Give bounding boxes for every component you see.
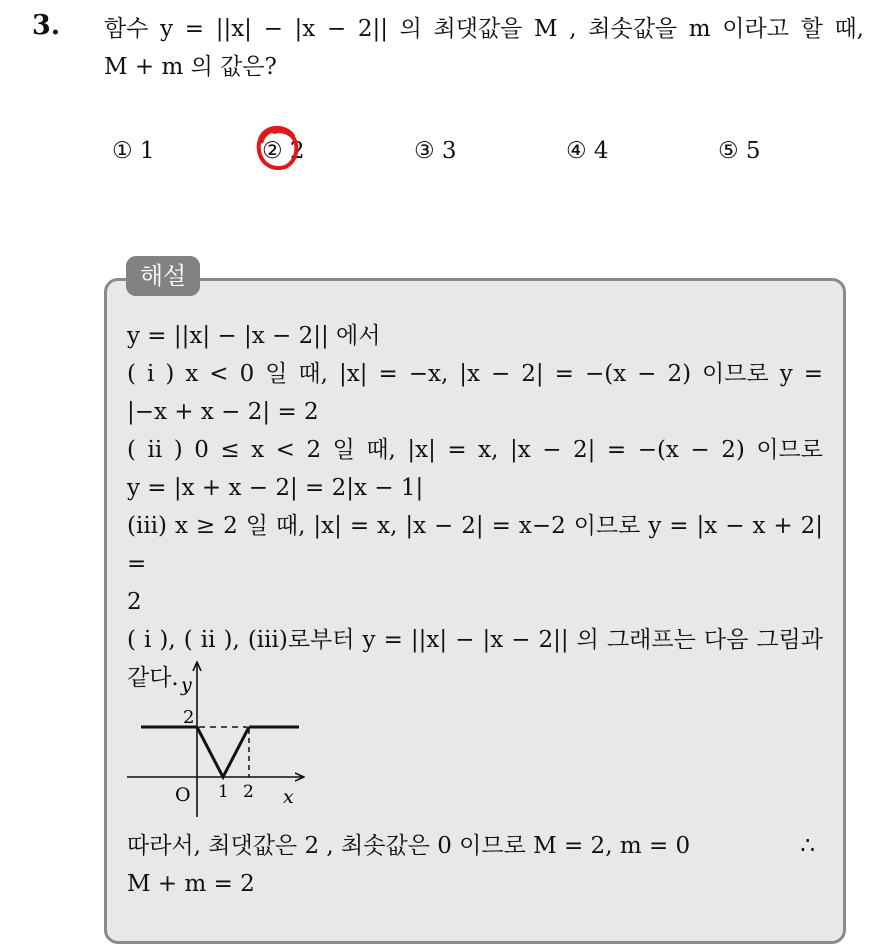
choice-4[interactable]: ④ 4 <box>566 138 609 164</box>
solution-line-6: (iii) x ≥ 2 일 때, |x| = x, |x − 2| = x−2 이므로 y = |x − x + 2| = <box>127 513 823 577</box>
choice-3[interactable]: ③ 3 <box>414 138 457 164</box>
therefore-symbol: ∴ <box>800 833 815 859</box>
solution-text <box>127 317 823 697</box>
solution-panel <box>104 278 846 944</box>
question-text <box>104 10 864 86</box>
solution-line-7: 2 <box>127 589 142 615</box>
graph-v-segment <box>197 727 249 777</box>
x-axis-label: x <box>283 786 294 808</box>
tick-label-y2: 2 <box>183 707 195 728</box>
choice-2[interactable] <box>262 138 305 164</box>
solution-line-8: ( i ), ( ii ), (iii)로부터 y = ||x| − |x − 2|| 의 그래프는 다음 그림과 <box>127 627 823 653</box>
question-number: 3. <box>32 10 61 41</box>
question-line-1: 함수 y = ||x| − |x − 2|| 의 최댓값을 M , 최솟값을 m 이라고 할 때, <box>104 16 864 42</box>
solution-tag: 해설 <box>126 256 200 296</box>
solution-line-1: y = ||x| − |x − 2|| 에서 <box>127 323 381 349</box>
tick-label-x1: 1 <box>218 782 229 802</box>
y-axis-label: y <box>181 674 192 696</box>
solution-line-4: ( ii ) 0 ≤ x < 2 일 때, |x| = x, |x − 2| = −(x − 2) 이므로 <box>127 437 823 463</box>
solution-line-2: ( i ) x < 0 일 때, |x| = −x, |x − 2| = −(x − 2) 이므로 y = <box>127 361 823 387</box>
solution-line-9: 같다. <box>127 665 179 691</box>
origin-label: O <box>175 784 191 806</box>
solution-conclusion <box>127 827 823 903</box>
conclusion-line-2: M + m = 2 <box>127 871 255 897</box>
question-line-2: M + m 의 값은? <box>104 54 277 80</box>
tick-label-x2: 2 <box>243 782 254 802</box>
solution-line-3: |−x + x − 2| = 2 <box>127 399 319 425</box>
conclusion-line-1: 따라서, 최댓값은 2 , 최솟값은 0 이므로 M = 2, m = 0 <box>127 833 691 859</box>
choice-2-label: ② 2 <box>262 138 305 164</box>
solution-line-5: y = |x + x − 2| = 2|x − 1| <box>127 475 424 501</box>
choice-1[interactable]: ① 1 <box>112 138 155 164</box>
function-graph <box>123 659 313 819</box>
choice-5[interactable]: ⑤ 5 <box>718 138 761 164</box>
answer-choices <box>0 138 884 178</box>
